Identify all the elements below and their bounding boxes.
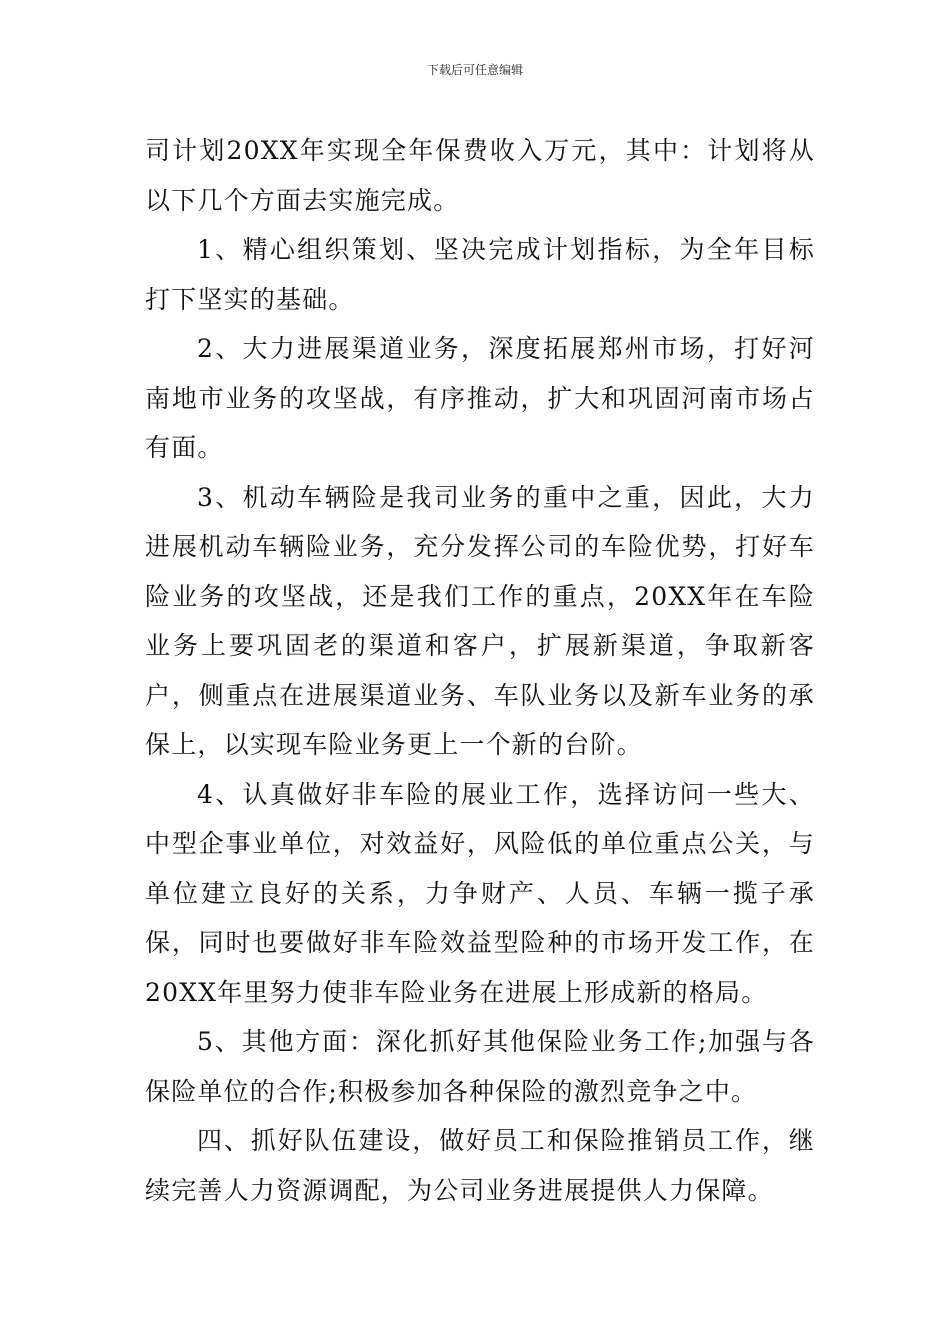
paragraph-item-5: 5、其他方面：深化抓好其他保险业务工作;加强与各保险单位的合作;积极参加各种保险的激烈竞争之中。 xyxy=(145,1027,815,1106)
paragraph-item-1: 1、精心组织策划、坚决完成计划指标，为全年目标打下坚实的基础。 xyxy=(145,235,815,314)
paragraph-item-3: 3、机动车辆险是我司业务的重中之重，因此，大力进展机动车辆险业务，充分发挥公司的车险优势，打好车险业务的攻坚战，还是我们工作的重点，20XX年在车险业务上要巩固老的渠道和客户，扩展新渠道，争取新客户，侧重点在进展渠道业务、车队业务以及新车业务的承保上，以实现车险业务更上一个新的台阶。 xyxy=(145,482,815,759)
paragraph-item-4: 4、认真做好非车险的展业工作，选择访问一些大、中型企事业单位，对效益好，风险低的单位重点公关，与单位建立良好的关系，力争财产、人员、车辆一揽子承保，同时也要做好非车险效益型险种的市场开发工作，在20XX年里努力使非车险业务在进展上形成新的格局。 xyxy=(145,779,815,1007)
paragraph-item-2: 2、大力进展渠道业务，深度拓展郑州市场，打好河南地市业务的攻坚战，有序推动，扩大和巩固河南市场占有面。 xyxy=(145,334,815,462)
paragraph-section-4: 四、抓好队伍建设，做好员工和保险推销员工作，继续完善人力资源调配，为公司业务进展提供人力保障。 xyxy=(145,1126,815,1205)
paragraph-continuation: 司计划20XX年实现全年保费收入万元，其中：计划将从以下几个方面去实施完成。 xyxy=(145,136,815,215)
page-header-note: 下载后可任意编辑 xyxy=(426,63,523,77)
document-body xyxy=(145,126,815,1215)
